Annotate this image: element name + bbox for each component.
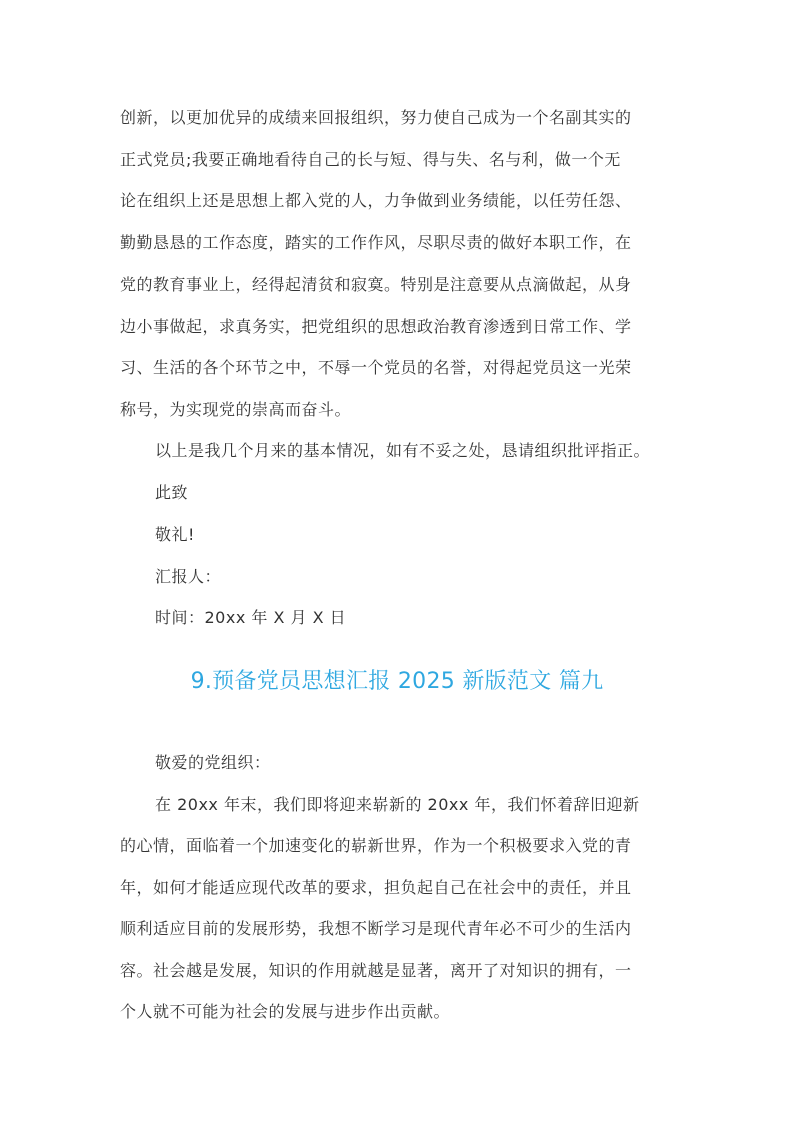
- paragraph-line: 的心情，面临着一个加速变化的崭新世界，作为一个积极要求入党的青: [120, 836, 632, 855]
- paragraph-line: 正式党员;我要正确地看待自己的长与短、得与失、名与利，做一个无: [120, 150, 621, 169]
- paragraph-line: 习、生活的各个环节之中，不辱一个党员的名誉，对得起党员这一光荣: [120, 358, 632, 377]
- greeting: 敬爱的党组织：: [155, 753, 271, 772]
- paragraph-line: 年，如何才能适应现代改革的要求，担负起自己在社会中的责任，并且: [120, 878, 632, 897]
- salutation: 此致: [155, 483, 189, 502]
- paragraph-line: 个人就不可能为社会的发展与进步作出贡献。: [120, 1002, 451, 1021]
- paragraph-line: 论在组织上还是思想上都入党的人，力争做到业务绩能，以任劳任怨、: [120, 191, 632, 210]
- regards: 敬礼!: [155, 525, 195, 544]
- closing-statement: 以上是我几个月来的基本情况，如有不妥之处，恳请组织批评指正。: [155, 441, 651, 460]
- paragraph-line: 容。社会越是发展，知识的作用就越是显著，离开了对知识的拥有，一: [120, 961, 632, 980]
- paragraph-line: 边小事做起，求真务实，把党组织的思想政治教育渗透到日常工作、学: [120, 317, 632, 336]
- date-line: 时间：20xx 年 X 月 X 日: [155, 608, 347, 627]
- paragraph-line: 称号，为实现党的崇高而奋斗。: [120, 400, 352, 419]
- paragraph-line: 创新，以更加优异的成绩来回报组织，努力使自己成为一个名副其实的: [120, 108, 632, 127]
- paragraph-line: 勤勤恳恳的工作态度，踏实的工作作风，尽职尽责的做好本职工作，在: [120, 233, 632, 252]
- section-heading: 9.预备党员思想汇报 2025 新版范文 篇九: [190, 669, 604, 694]
- paragraph-line: 在 20xx 年末，我们即将迎来崭新的 20xx 年，我们怀着辞旧迎新: [155, 795, 640, 814]
- paragraph-line: 党的教育事业上，经得起清贫和寂寞。特别是注意要从点滴做起，从身: [120, 275, 632, 294]
- reporter-label: 汇报人：: [155, 567, 222, 586]
- paragraph-line: 顺利适应目前的发展形势，我想不断学习是现代青年必不可少的生活内: [120, 919, 632, 938]
